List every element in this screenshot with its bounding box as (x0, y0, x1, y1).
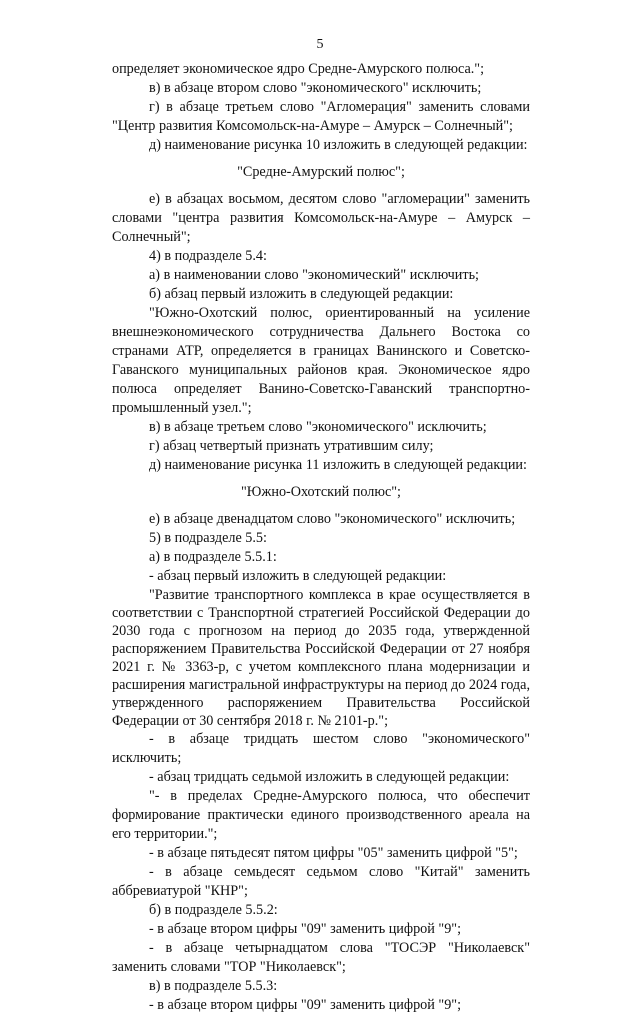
paragraph: - в абзаце втором цифры "09" заменить цифрой "9"; (149, 921, 462, 937)
paragraph: - в абзаце семьдесят седьмом слово "Китай" заменить аббревиатурой "КНР"; (112, 864, 530, 899)
quoted-paragraph: "- в пределах Средне-Амурского полюса, что обеспечит формирование практически единого производственного ареала на его территории."; (112, 788, 530, 842)
paragraph: - абзац тридцать седьмой изложить в следующей редакции: (149, 769, 510, 785)
paragraph: д) наименование рисунка 10 изложить в следующей редакции: (149, 137, 528, 153)
paragraph: г) абзац четвертый признать утратившим силу; (149, 438, 434, 454)
paragraph: - абзац первый изложить в следующей редакции: (149, 568, 447, 584)
paragraph: а) в наименовании слово "экономический" исключить; (149, 267, 479, 283)
paragraph: б) в подразделе 5.5.2: (149, 902, 278, 918)
paragraph: - в абзаце втором цифры "09" заменить цифрой "9"; (149, 997, 462, 1013)
paragraph: в) в абзаце втором слово "экономического" исключить; (149, 80, 482, 96)
paragraph: а) в подразделе 5.5.1: (149, 549, 277, 565)
quoted-paragraph: "Развитие транспортного комплекса в крае осуществляется в соответствии с Транспортной стратегией Российской Федерации до 2030 года с прогнозом на период до 2035 года, утвержденной распоряжением Правительства Российской Федерации от 27 ноября 2021 г. № 3363-р, с учетом комплексного плана модернизации и расширения магистральной инфраструктуры на период до 2024 года, утвержденного распоряжением Правительства Российской Федерации от 30 сентября 2018 г. № 2101-р."; (112, 587, 530, 729)
figure-caption: "Южно-Охотский полюс"; (241, 484, 401, 500)
paragraph: - в абзаце пятьдесят пятом цифры "05" заменить цифрой "5"; (149, 845, 518, 861)
document-body (112, 60, 530, 1015)
paragraph: е) в абзацах восьмом, десятом слово "агломерации" заменить словами "центра развития Комсомольск-на-Амуре – Амурск – Солнечный"; (112, 191, 530, 245)
paragraph: б) абзац первый изложить в следующей редакции: (149, 286, 454, 302)
paragraph: в) в абзаце третьем слово "экономического" исключить; (149, 419, 487, 435)
paragraph: - в абзаце четырнадцатом слова "ТОСЭР "Николаевск" заменить словами "ТОР "Николаевск"; (112, 940, 530, 975)
paragraph: г) в абзаце третьем слово "Агломерация" заменить словами "Центр развития Комсомольск-на-Амуре – Амурск – Солнечный"; (112, 99, 530, 134)
paragraph: - в абзаце тридцать шестом слово "экономического" исключить; (112, 731, 530, 766)
paragraph: в) в подразделе 5.5.3: (149, 978, 278, 994)
paragraph: 4) в подразделе 5.4: (149, 248, 267, 264)
page-number: 5 (316, 37, 324, 52)
paragraph: определяет экономическое ядро Средне-Амурского полюса."; (112, 61, 485, 77)
quoted-paragraph: "Южно-Охотский полюс, ориентированный на усиление внешнеэкономического сотрудничества Дальнего Востока со странами АТР, определяется в границах Ванинского и Советско-Гаванского муниципальных районов края. Экономическое ядро полюса определяет Ванино-Советско-Гаванский транспортно-промышленный узел."; (112, 305, 530, 416)
figure-caption: "Средне-Амурский полюс"; (237, 164, 405, 180)
paragraph: е) в абзаце двенадцатом слово "экономического" исключить; (149, 511, 516, 527)
paragraph: 5) в подразделе 5.5: (149, 530, 267, 546)
paragraph: д) наименование рисунка 11 изложить в следующей редакции: (149, 457, 527, 473)
